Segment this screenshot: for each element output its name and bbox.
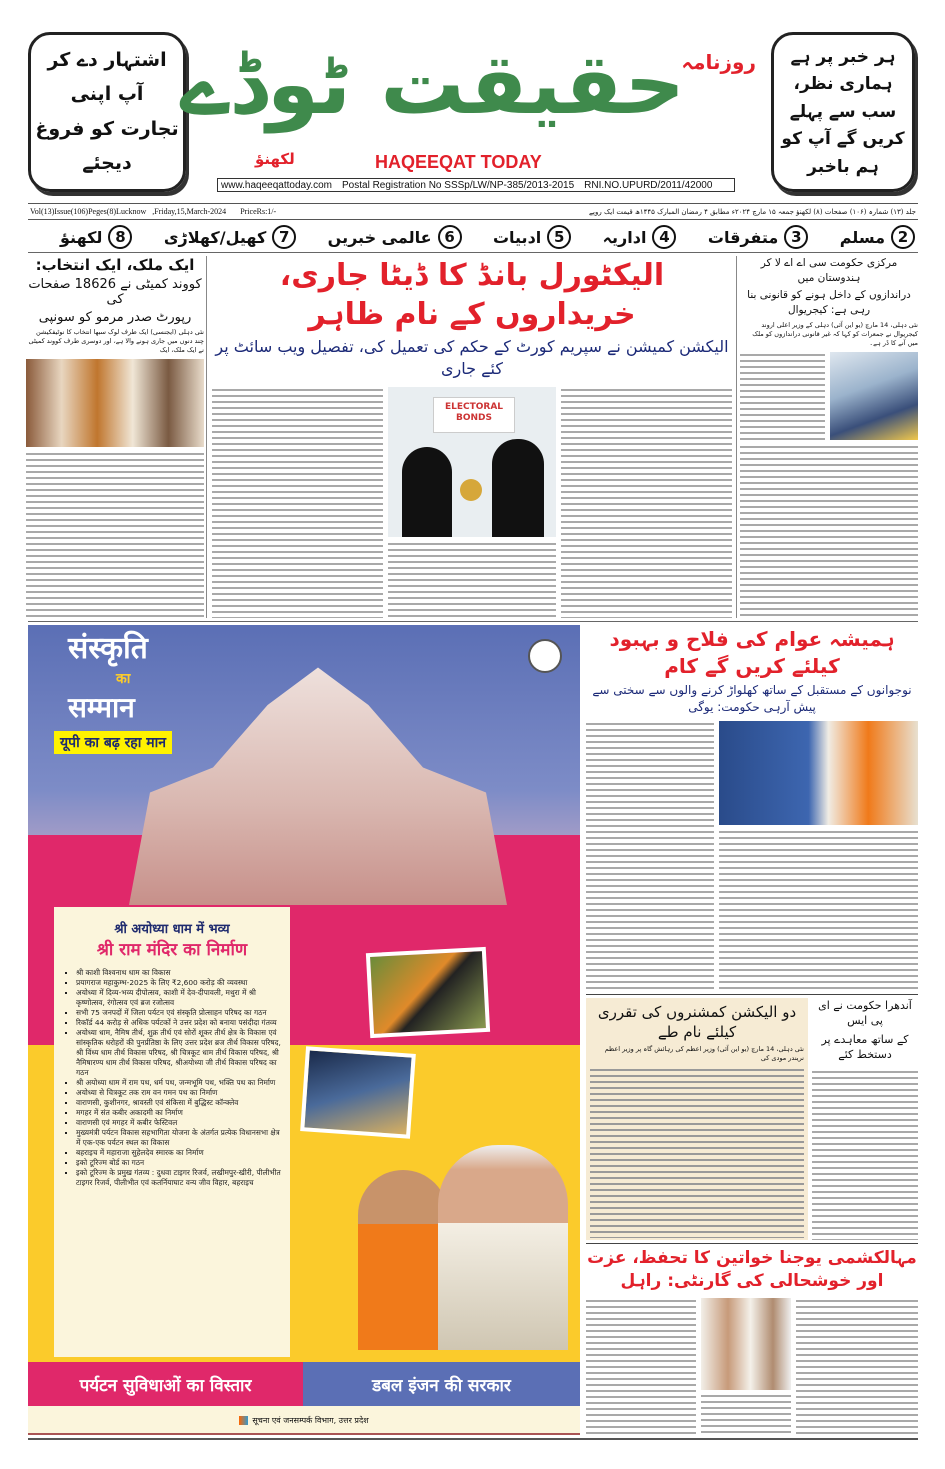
city-label: لکھنؤ xyxy=(255,150,295,168)
ad-title-ka: का xyxy=(116,671,131,687)
ad-bullet: ▪ सभी 75 जनपदों में जिला पर्यटन एवं संस्कृति प्रोत्साहन परिषद का गठन xyxy=(76,1008,282,1018)
masthead-urdu: حقیقت ٹوڈے xyxy=(180,35,685,133)
silhouette-left xyxy=(402,447,452,537)
silhouette-right xyxy=(492,439,544,537)
electoral-bonds-image xyxy=(388,387,556,537)
promo-line: دیجئے xyxy=(82,152,132,175)
story-body xyxy=(388,541,556,618)
commissioners-story xyxy=(586,998,808,1240)
left-story xyxy=(26,256,204,618)
section-number: 3 xyxy=(784,225,808,249)
story-subheadline: نوجوانوں کے مستقبل کے ساتھ کھلواڑ کرنے والوں سے سختی سے پیش آرہی حکومت: یوگی xyxy=(592,683,912,714)
story-headline: دو الیکشن کمشنروں کی تقرری کیلئے نام طے xyxy=(597,1003,797,1042)
ad-bullet: ▪ मगहर में संत कबीर अकादमी का निर्माण xyxy=(76,1108,282,1118)
story-headline: ہمیشہ عوام کی فلاح و بہبود کیلئے کریں گے کام xyxy=(609,627,895,678)
section-link[interactable] xyxy=(840,225,915,249)
story-body xyxy=(740,444,918,618)
story-headline: رپورٹ صدر مرمو کو سونپی xyxy=(38,310,192,325)
yogi-story xyxy=(586,626,918,992)
section-link[interactable] xyxy=(164,225,296,249)
story-body xyxy=(26,451,204,618)
money-bag-icon xyxy=(460,479,482,501)
section-label: متفرقات xyxy=(707,227,779,247)
ad-heading: श्री अयोध्या धाम में भव्य xyxy=(114,922,230,937)
ad-banner-right: डबल इंजन की सरकार xyxy=(303,1362,580,1406)
tiger-image xyxy=(366,947,490,1038)
ad-text-panel xyxy=(54,907,290,1357)
story-headline: مہالکشمی یوجنا خواتین کا تحفظ، عزت اور خوشحالی کی گارنٹی: راہل xyxy=(587,1248,917,1291)
section-link[interactable] xyxy=(328,225,462,249)
section-nav xyxy=(60,224,915,250)
masthead xyxy=(180,30,760,176)
ad-bullet: ▪ रिकॉर्ड 44 करोड़ से अधिक पर्यटकों ने उत्तर प्रदेश को बनाया पसंदीदा गंतव्य xyxy=(76,1018,282,1028)
section-number: 4 xyxy=(652,225,676,249)
lead-body xyxy=(210,387,734,618)
section-label: مسلم xyxy=(839,227,885,247)
ad-bullet: ▪ इको टूरिज्म के प्रमुख गंतव्य : दुधवा टाइगर रिजर्व, लखीमपुर-खीरी, पीलीभीत टाइगर रिजर्व, पीलीभीत एवं कतर्नियाघाट वन्य जीव विहार, बहराइच xyxy=(76,1168,282,1188)
story-body xyxy=(586,721,714,992)
section-link[interactable] xyxy=(708,225,808,249)
ad-bullet: ▪ वाराणसी, कुशीनगर, श्रावस्ती एवं संकिसा में बुद्धिस्ट कॉन्क्लेव xyxy=(76,1098,282,1108)
lead-story xyxy=(210,256,734,618)
story-headline: کے ساتھ معاہدے پر دستخط کئے xyxy=(821,1032,909,1062)
story-body xyxy=(701,1393,791,1435)
promo-line: تجارت کو فروغ xyxy=(35,117,179,140)
promo-line: اشتہار دے کر xyxy=(47,48,167,71)
yogi-event-photo xyxy=(719,721,918,825)
ad-tagline: यूपी का बढ़ रहा मान xyxy=(54,731,172,754)
section-number: 2 xyxy=(891,225,915,249)
ad-bullet: ▪ प्रयागराज महाकुम्भ-2025 के लिए ₹2,600 करोड़ की व्यवस्था xyxy=(76,978,282,988)
ad-banner-left: पर्यटन सुविधाओं का विस्तार xyxy=(28,1362,303,1406)
story-body xyxy=(796,1298,918,1435)
rahul-photo xyxy=(701,1298,791,1390)
section-link[interactable] xyxy=(603,225,677,249)
story-body xyxy=(590,1067,804,1238)
issue-info-english: Vol(13)Issue(106)Peges(8)Lucknow ,Friday,15,March-2024 xyxy=(30,207,227,216)
story-headline: ایک ملک، ایک انتخاب: xyxy=(35,256,195,274)
postal-registration: Postal Registration No SSSp/LW/NP-385/2013-2015 xyxy=(342,179,575,191)
ad-heading: श्री राम मंदिर का निर्माण xyxy=(96,940,248,960)
lead-subheadline: الیکشن کمیشن نے سپریم کورٹ کے حکم کی تعمیل کی، تفصیل ویب سائٹ پر کئے جاری xyxy=(215,337,729,379)
section-number: 6 xyxy=(438,225,462,249)
promo-line: ہم باخبر xyxy=(807,156,879,177)
rni-number: RNI.NO.UPURD/2011/42000 xyxy=(584,179,713,191)
section-number: 7 xyxy=(272,225,296,249)
section-label: اداریہ xyxy=(602,227,647,247)
roznama-label: روزنامہ xyxy=(681,50,756,74)
ad-bullet: ▪ मुख्यमंत्री पर्यटन विकास सहभागिता योजना के अंतर्गत प्रत्येक विधानसभा क्षेत्र में एक-एक पर्यटन स्थल का विकास xyxy=(76,1128,282,1148)
price: PriceRs:1/- xyxy=(240,207,277,216)
andhra-story xyxy=(812,998,918,1240)
section-label: عالمی خبریں xyxy=(327,227,432,247)
registration-bar xyxy=(217,178,735,192)
story-body xyxy=(586,1298,696,1435)
promo-line: ہر خبر پر ہے xyxy=(790,46,896,67)
section-label: ادبیات xyxy=(492,227,542,247)
promo-line: آپ اپنی xyxy=(70,83,144,106)
story-intro: نئی دہلی، 14 مارچ (یو این آئی) دہلی کے وزیر اعلی اروند کیجریوال نے جمعرات کو کہا کہ غیر قانونی دراندازوں کو ملک میں آنے کا ڈر ہے۔ xyxy=(752,320,918,347)
lead-headline: الیکٹورل بانڈ کا ڈیٹا جاری، خریداروں کے نام ظاہر xyxy=(279,258,665,332)
promo-line: کریں گے آپ کو xyxy=(781,129,905,150)
story-intro: نئی دہلی، 14 مارچ (یو این آئی) وزیر اعظم کی رہائش گاہ پر وزیر اعظم نریندر مودی کی xyxy=(604,1044,804,1062)
ad-bullet: ▪ अयोध्या धाम, नैमिष तीर्थ, शुक्र तीर्थ एवं सोरों शूकर तीर्थ क्षेत्र के विकास एवं सांस्कृतिक धरोहरों की पुनर्प्रतिष्ठा के लिए उत्तर प्रदेश ब्रज तीर्थ विकास परिषद, श्री विंध्य धाम तीर्थ विकास परिषद, श्री चित्रकूट धाम तीर्थ विकास परिषद, श्री नैमिषारण्य धाम तीर्थ विकास परिषद, श्रीअयोध्या जी तीर्थ विकास परिषद का गठन xyxy=(76,1028,282,1078)
rahul-story xyxy=(586,1247,918,1435)
story-body xyxy=(719,829,918,992)
up-tourism-ad xyxy=(28,625,580,1435)
image-caption: ELECTORAL BONDS xyxy=(433,397,515,433)
website-link[interactable]: www.haqeeqattoday.com xyxy=(221,179,332,191)
ad-title: संस्कृति xyxy=(68,631,148,666)
story-intro: نئی دہلی (ایجنسی) ایک طرف لوک سبھا انتخاب کا نوٹیفکیشن چند دنوں میں جاری ہونے والا ہے، اور دوسری طرف کووند کمیٹی نے ایک ملک، ایک xyxy=(28,328,204,355)
promo-line: ہماری نظر، xyxy=(793,74,893,95)
kejriwal-photo xyxy=(830,352,918,440)
ad-bullet: ▪ इको टूरिज्म बोर्ड का गठन xyxy=(76,1158,282,1168)
yogi-portrait xyxy=(358,1170,448,1350)
right-story xyxy=(740,256,918,618)
story-body xyxy=(740,352,825,440)
masthead-english: HAQEEQAT TODAY xyxy=(375,152,542,172)
president-report-photo xyxy=(26,359,204,447)
left-promo-box xyxy=(28,32,186,192)
issue-info-urdu: جلد (۱۳) شمارہ (۱۰۶) صفحات (۸) لکھنؤ جمعہ ۱۵ مارچ ۲۰۲۴ء مطابق ۴ رمضان المبارک ۱۴۴۵ھ قیمت ایک روپے xyxy=(588,207,916,216)
ad-bullet: ▪ श्री अयोध्या धाम में राम पथ, धर्म पथ, जन्मभूमि पथ, भक्ति पथ का निर्माण xyxy=(76,1078,282,1088)
ad-bullet: ▪ बहराइच में महाराजा सुहेलदेव स्मारक का निर्माण xyxy=(76,1148,282,1158)
info-dept-logo-icon xyxy=(239,1416,248,1425)
up-govt-emblem-icon xyxy=(528,639,562,673)
ad-bullet: ▪ श्री काशी विश्वनाथ धाम का विकास xyxy=(76,968,282,978)
story-headline: آندھرا حکومت نے ای پی ایس xyxy=(818,999,912,1028)
story-body xyxy=(561,387,732,618)
ad-footer xyxy=(28,1406,580,1435)
section-label: لکھنؤ xyxy=(60,227,103,247)
ad-footer-text: सूचना एवं जनसम्पर्क विभाग, उत्तर प्रदेश xyxy=(252,1416,369,1425)
ad-bullet: ▪ वाराणसी एवं मगहर में कबीर फेस्टिवल xyxy=(76,1118,282,1128)
ad-bullet-list xyxy=(62,968,282,1188)
section-link[interactable] xyxy=(60,225,132,249)
ganga-ghat-image xyxy=(300,1046,416,1138)
ad-title: सम्मान xyxy=(68,691,135,724)
story-body xyxy=(212,387,383,618)
ad-bullet: ▪ अयोध्या से चित्रकूट तक राम वन गमन पथ का निर्माण xyxy=(76,1088,282,1098)
section-number: 5 xyxy=(547,225,571,249)
ad-bullet: ▪ अयोध्या में दिव्य-भव्य दीपोत्सव, काशी में देव-दीपावली, मथुरा में श्री कृष्णोत्सव, रंगोत्सव एवं ब्रज रजोत्सव xyxy=(76,988,282,1008)
story-headline: مرکزی حکومت سی اے اے لا کر ہندوستان میں xyxy=(760,257,898,284)
story-headline: دراندازوں کے داخل ہونے کو قانونی بنا رہی ہے: کیجریوال xyxy=(747,289,911,317)
story-body xyxy=(812,1069,918,1240)
story-headline: کووند کمیٹی نے 18626 صفحات کی xyxy=(28,277,202,307)
modi-portrait xyxy=(438,1145,568,1350)
right-promo-box xyxy=(771,32,915,192)
section-link[interactable] xyxy=(493,225,571,249)
section-label: کھیل/کھلاڑی xyxy=(163,227,267,247)
issue-info-line xyxy=(28,203,918,220)
promo-line: سب سے پہلے xyxy=(789,101,897,122)
section-number: 8 xyxy=(108,225,132,249)
